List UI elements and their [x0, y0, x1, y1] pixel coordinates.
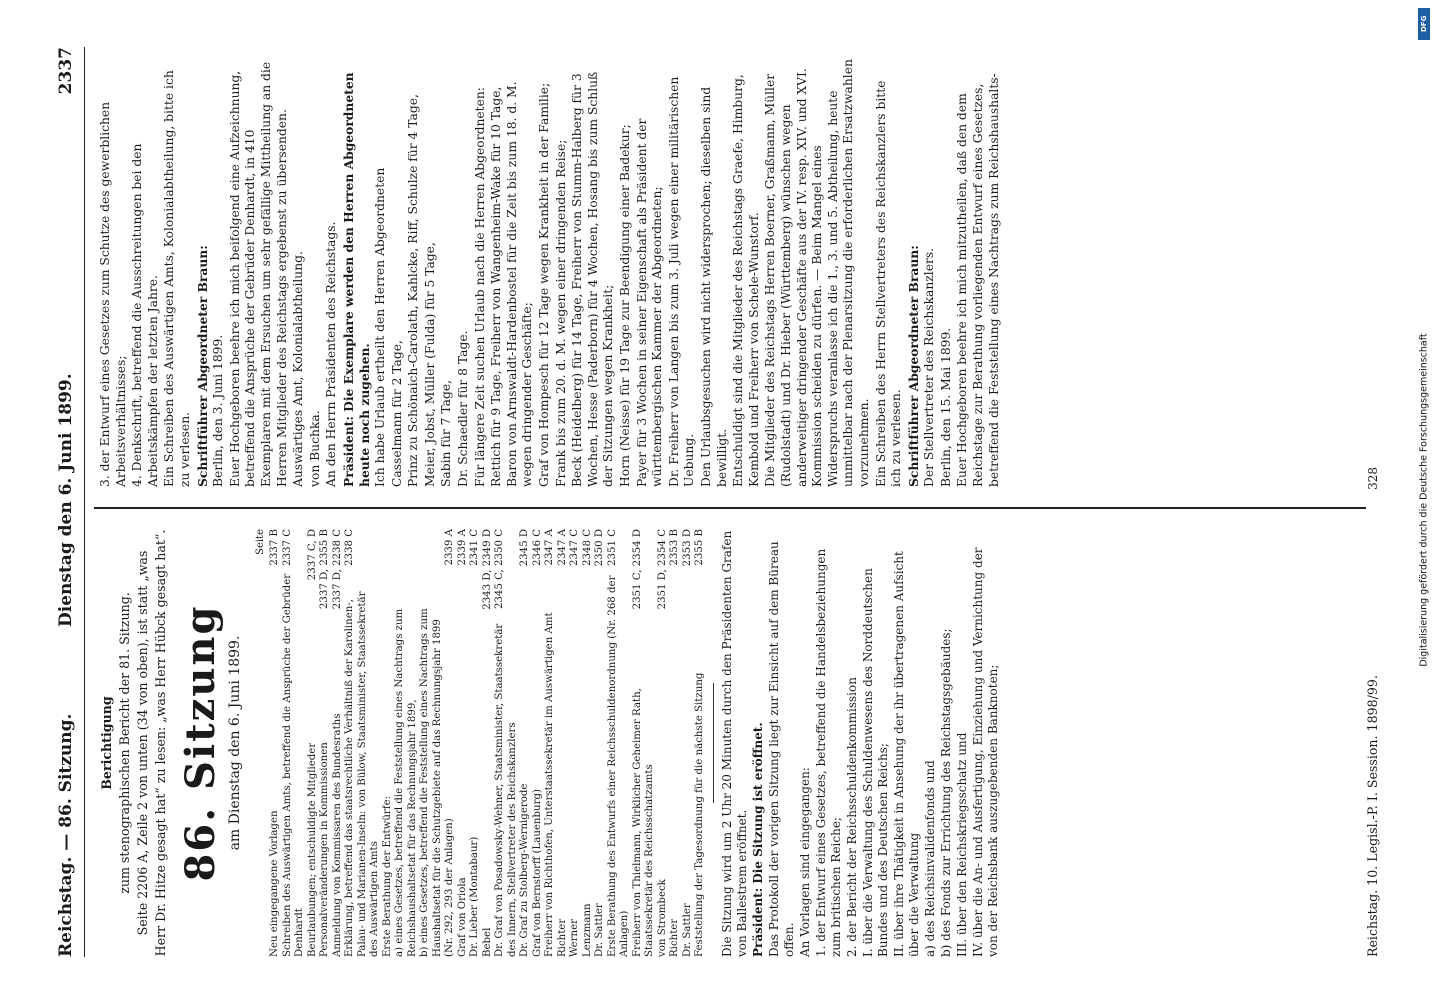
toc-page: 2345 C, 2350 C — [494, 529, 505, 610]
toc-row — [519, 529, 532, 957]
toc-entry: Lenzmann — [581, 903, 593, 957]
paragraph: Präsident: Die Exemplare werden den Herren Abgeordneten heute noch zugehen. — [340, 72, 372, 487]
paragraph: Berlin, den 15. Mai 1899. — [938, 327, 953, 487]
toc-entry: b) eines Gesetzes, betreffend die Feststellung eines Nachtrags zum Haushaltsetat für die Schutzgebiete auf das Rechnungsjahr 1899 — [419, 608, 443, 957]
paragraph: a) des Reichsinvalidenfonds und — [922, 760, 937, 957]
toc-entry: Graf von Oriola — [456, 877, 468, 957]
paragraph: I. über die Verwaltung des Schuldenwesens des Norddeutschen Bundes und des Deutschen Reichs; — [860, 568, 890, 957]
toc-entry: a) eines Gesetzes, betreffend die Feststellung eines Nachtrags zum Reichshaushaltsetat für das Rechnungsjahr 1899, — [394, 608, 418, 957]
toc-entry: Feststellung der Tagesordnung für die nächste Sitzung — [694, 672, 705, 957]
paragraph: Sabin für 7 Tage, — [439, 379, 454, 487]
paragraph: Schriftführer Abgeordneter Braun: — [905, 245, 921, 487]
toc-page: 2337 C — [281, 529, 293, 566]
paragraph: Ein Schreiben des Herrn Stellvertreters des Reichskanzlers bitte ich zu verlesen. — [873, 80, 904, 487]
paragraph: Prinz zu Schönaich-Carolath, Kahlcke, Riff, Schulze für 4 Tage, — [406, 94, 421, 487]
paragraph: Beck (Heidelberg) für 14 Tage, Freiherr von Stumm-Halberg für 3 Wochen, Hesse (Paderborn) für 4 Wochen, Hosang bis zum Schluß der Sitzungen wegen Krankheit; — [570, 71, 616, 487]
toc-page: 2351 D, 2354 C — [656, 529, 668, 610]
toc-entry: Neu eingegangene Vorlagen — [269, 810, 280, 957]
paragraph: Die Sitzung wird um 2 Uhr 20 Minuten durch den Präsidenten Grafen von Ballestrem eröffnet. — [719, 530, 749, 957]
toc-entry: Bebel — [481, 927, 493, 957]
toc-page: 2350 D — [594, 529, 605, 567]
toc-page: 2347 C — [569, 529, 580, 566]
toc-entry: Personalveränderungen in Kommissionen — [319, 742, 330, 957]
toc-row — [319, 529, 332, 957]
toc-entry: Erste Berathung des Entwurfs einer Reichsschuldenordnung (Nr. 268 der Anlagen) — [606, 575, 630, 957]
paragraph: Den Urlaubsgesuchen wird nicht widersprochen; dieselben sind bewilligt. — [698, 86, 729, 487]
footer-note: Reichstag. 10. Legisl.-P. I. Session. 1898/99. — [1365, 675, 1380, 957]
toc-page: 2348 C — [581, 529, 593, 566]
paragraph: IV. über die An- und Ausfertigung, Einziehung und Vernichtung der von der Reichsbank auszugebenden Banknoten; — [970, 547, 1000, 957]
toc-entry: Freiherr von Thielmann, Wirklicher Geheimer Rath, Staatssekretär des Reichsschatzamts — [631, 688, 655, 957]
paragraph: Euer Hochgeboren beehre ich mich beifolgend eine Aufzeichnung, betreffend die Ansprüche der Gebrüder Denhardt, in 410 Exemplaren mit dem Ersuchen um sehr gefällige Mittheilung an die Herren Mitglieder des Reichstags ergebenst zu übersenden. — [227, 61, 289, 487]
paragraph: 1. der Entwurf eines Gesetzes, betreffend die Handelsbeziehungen zum britischen Reiche; — [813, 548, 843, 957]
toc-entry: Dr. Graf zu Stolberg-Wernigerode — [519, 783, 530, 957]
toc-row — [394, 529, 419, 957]
toc-page: 2337 B — [269, 529, 280, 566]
toc-page: 2337 D, 2355 B — [319, 529, 330, 610]
paragraph: 3. der Entwurf eines Gesetzes zum Schutze des gewerblichen Arbeitsverhältnisses; — [98, 101, 128, 487]
toc-row — [632, 529, 657, 957]
toc-page: 2345 D — [519, 529, 530, 567]
paragraph: Das Protokoll der vorigen Sitzung liegt zur Einsicht auf dem Büreau offen. — [766, 541, 796, 957]
toc-entry: Dr. Graf von Posadowsky-Wehner, Staatsminister, Staatssekretär des Innern, Stellvertreter des Reichskanzlers — [494, 623, 518, 957]
toc-page: 2339 A — [456, 529, 468, 566]
header-left: Reichstag. — 86. Sitzung. — [56, 713, 76, 957]
paragraph: Casselmann für 2 Tage, — [389, 340, 404, 487]
toc-row — [269, 529, 282, 957]
page-number: 2337 — [56, 47, 76, 95]
toc-entry: Schreiben des Auswärtigen Amts, betreffend die Ansprüche der Gebrüder Denhardt — [281, 573, 305, 957]
dfg-logo: DFG — [1418, 8, 1430, 40]
toc-entry: von Strombeck — [656, 879, 668, 957]
paragraph: Für längere Zeit suchen Urlaub nach die Herren Abgeordneten: — [472, 87, 487, 487]
toc-page: 2337 C, D — [306, 529, 318, 581]
paragraph: Euer Hochgeboren beehre ich mich mitzutheilen, daß den dem Reichstage zur Berathung vorliegenden Entwurf eines Gesetzes, betreffend die Feststellung eines Nachtrags zum Reichshaushalts- — [955, 73, 1001, 487]
header-date: Dienstag den 6. Juni 1899. — [56, 373, 76, 627]
toc-row — [494, 529, 519, 957]
toc-entry: Dr. Sattler — [681, 903, 693, 957]
toc-page: 2343 D, 2349 D — [481, 529, 493, 610]
toc-page — [394, 529, 419, 535]
toc-page: 2346 C — [531, 529, 543, 566]
correction-title: Berichtigung — [99, 696, 114, 790]
paragraph: b) des Fonds zur Errichtung des Reichstagsgebäudes; — [938, 628, 953, 957]
paragraph: von Buchka. — [307, 410, 322, 487]
column-left — [98, 529, 1002, 957]
toc-entry: Freiherr von Richthofen, Unterstaatssekretär im Auswärtigen Amt — [544, 612, 555, 957]
toc-page: 2339 A — [444, 529, 455, 566]
toc-entry: Anmeldung von Kommissaren des Bundesraths — [331, 713, 343, 957]
toc-row — [682, 529, 695, 957]
toc-page: 2347 A — [556, 529, 568, 566]
document-page — [50, 47, 1380, 957]
toc-row — [532, 529, 545, 957]
correction-text — [116, 529, 169, 957]
toc-page: 2337 D, 2238 C — [331, 529, 343, 610]
paragraph: II. über ihre Thätigkeit in Ansehung der ihr übertragenen Aufsicht über die Verwaltung — [891, 551, 921, 957]
paragraph: Payer für 3 Wochen in seiner Eigenschaft als Präsident der württembergischen Kammer der Abgeordneten; — [634, 118, 665, 487]
paragraph: Der Stellvertreter des Reichskanzlers. — [922, 247, 937, 487]
toc-row — [382, 529, 395, 957]
toc-row — [419, 529, 444, 957]
toc-entry: Werner — [569, 919, 580, 957]
session-subtitle: am Dienstag den 6. Juni 1899. — [227, 635, 243, 851]
toc-row — [594, 529, 607, 957]
toc-row — [607, 529, 632, 957]
toc-page: 2353 B — [669, 529, 680, 566]
toc-row — [582, 529, 595, 957]
toc-page: 2355 B — [694, 529, 705, 566]
toc-page: 2341 C — [469, 529, 480, 566]
correction-line: Herr Dr. Hitze gesagt hat“ zu lesen: „was Herr Hübck gesagt hat“. — [153, 529, 168, 957]
toc-entry: Richter — [556, 918, 568, 957]
paragraph: Graf von Hompesch für 12 Tage wegen Krankheit in der Familie; — [537, 82, 552, 487]
toc-entry: (Nr. 292, 293 der Anlagen) — [444, 818, 455, 957]
paragraph: Die Mitglieder des Reichstags Herren Boerner, Graßmann, Müller (Rudolstadt) und Dr. Hieber (Württemberg) wünschen wegen anderweitiger dringender Geschäfte aus der IV. resp. XIV. und XVI. Kommission scheiden zu dürfen. — Beim Mangel eines Widerspruchs veranlasse ich die 1., 3. und 5. Abtheilung, heute unmittelbar nach der Plenarsitzung die erforderlichen Ersatzwahlen vorzunehmen. — [763, 59, 871, 487]
toc-row — [669, 529, 682, 957]
paragraph: Horn (Neisse) für 19 Tage zur Beendigung einer Badekur; — [618, 124, 632, 487]
toc-row — [332, 529, 345, 957]
paragraph: Ich habe Urlaub ertheilt den Herren Abgeordneten — [373, 167, 388, 487]
paragraph: 4. Denkschrift, betreffend die Ausschreitungen bei den Arbeitskämpfen der letzten Jahre. — [130, 143, 160, 487]
toc-entry: Graf von Bernstorff (Lauenburg) — [531, 789, 543, 957]
toc-page: 2353 D — [681, 529, 693, 567]
sheet-number: 328 — [1366, 467, 1380, 490]
paragraph: Rettich für 9 Tage, Freiherr von Wangenheim-Wake für 10 Tage, Baron von Arnswaldt-Hardenbostel für die Zeit bis zum 18. d. M. wegen dringender Geschäfte; — [489, 81, 535, 487]
toc-row — [444, 529, 457, 957]
toc-row — [694, 529, 707, 957]
toc-entry: Erklärung, betreffend das staatsrechtliche Verhältniß der Karolinen-, Palau- und Marianen-Inseln: von Bülow, Staatsminister, Staatssekretär des Auswärtigen Amts — [344, 591, 380, 957]
running-header — [50, 47, 85, 957]
toc-page: 2338 C — [344, 529, 355, 566]
column-divider — [94, 508, 1366, 510]
toc-row — [469, 529, 482, 957]
paragraph: Frank bis zum 20. d. M. wegen einer dringenden Reise; — [553, 139, 568, 487]
toc-entry: Richter — [669, 918, 680, 957]
toc-row — [344, 529, 382, 957]
toc-row — [307, 529, 320, 957]
toc-row — [282, 529, 307, 957]
toc-row — [657, 529, 670, 957]
seite-label: Seite — [255, 529, 266, 555]
correction-line: Seite 2206 A, Zeile 2 von unten (34 von oben), ist statt „was — [135, 550, 150, 936]
column-right — [98, 59, 1003, 487]
paragraph: Dr. Freiherr von Langen bis zum 3. Juli wegen einer militärischen Uebung. — [666, 76, 697, 487]
toc-entry: Dr. Lieber (Montabaur) — [469, 836, 480, 957]
toc-page: 2351 C — [606, 529, 618, 566]
paragraph: Präsident: Die Sitzung ist eröffnet. — [750, 722, 765, 957]
toc-page: 2347 A — [544, 529, 555, 566]
table-of-contents — [269, 529, 707, 957]
toc-page — [419, 529, 444, 535]
toc-entry: Beurlaubungen; entschuldigte Mitglieder — [306, 742, 318, 957]
toc-entry: Dr. Sattler — [594, 903, 605, 957]
paragraph: Meier, Jobst, Müller (Fulda) für 5 Tage, — [422, 242, 437, 487]
paragraph: Schriftführer Abgeordneter Braun: — [194, 245, 210, 487]
toc-row — [457, 529, 470, 957]
body-text-right — [98, 59, 1002, 487]
toc-page — [382, 529, 395, 535]
toc-row — [569, 529, 582, 957]
paragraph: 2. der Bericht der Reichsschuldenkommission — [844, 677, 859, 957]
toc-row — [557, 529, 570, 957]
session-title: 86. Sitzung — [177, 604, 224, 882]
paragraph: Entschuldigt sind die Mitglieder des Reichstags Graefe, Himburg, Kembold und Freiherr von Schele-Wunstorf. — [731, 74, 761, 487]
paragraph: An den Herrn Präsidenten des Reichstags. — [324, 221, 339, 487]
toc-row — [544, 529, 557, 957]
paragraph: Dr. Schaedler für 8 Tage. — [456, 330, 471, 487]
body-text-left — [720, 529, 1001, 957]
toc-entry: Erste Berathung der Entwürfe: — [381, 795, 393, 957]
correction-line: zum stenographischen Bericht der 81. Sitzung. — [117, 592, 132, 894]
funding-note: Digitalisierung gefördert durch die Deutsche Forschungsgemeinschaft — [1418, 333, 1430, 667]
paragraph: Auswärtiges Amt, Kolonialabtheilung. — [291, 251, 306, 487]
paragraph: Berlin, den 3. Juni 1899. — [211, 334, 226, 487]
toc-row — [482, 529, 495, 957]
paragraph: Ein Schreiben des Auswärtigen Amts, Kolonialabtheilung, bitte ich zu verlesen. — [162, 70, 192, 487]
divider — [713, 683, 714, 803]
paragraph: III. über den Reichskriegsschatz und — [954, 732, 969, 957]
toc-page: 2351 C, 2354 D — [631, 529, 643, 610]
paragraph: An Vorlagen sind eingegangen: — [797, 767, 812, 957]
